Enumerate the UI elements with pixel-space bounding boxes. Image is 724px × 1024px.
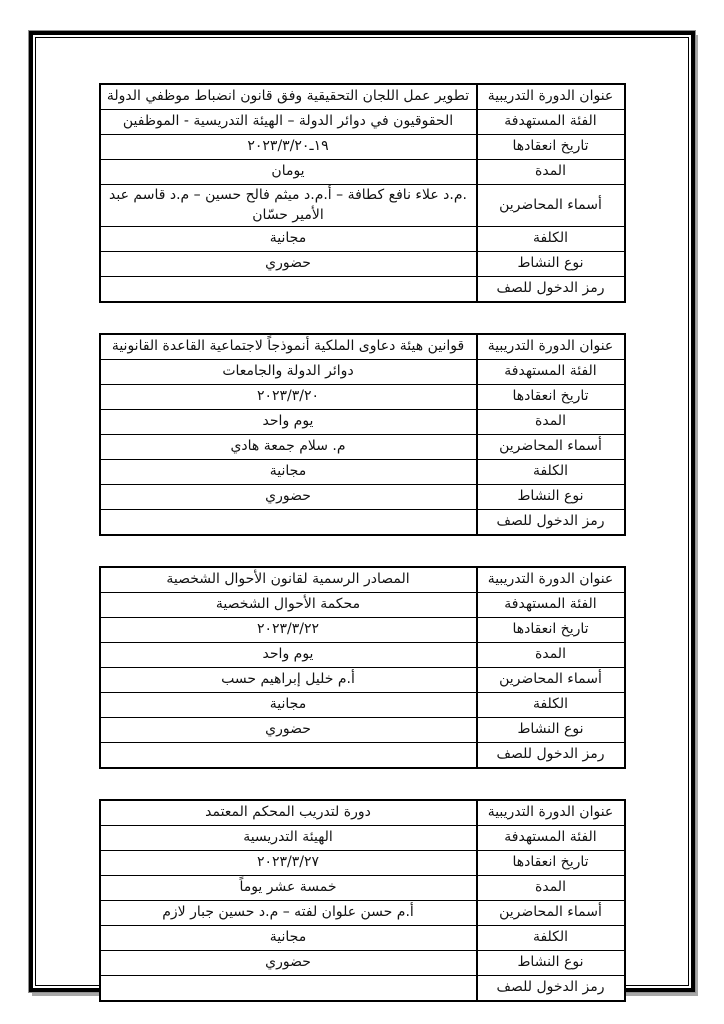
row-label-title: عنوان الدورة التدريبية xyxy=(477,567,625,593)
course-1-activity-type: حضوري xyxy=(100,252,477,277)
table-row-class-code xyxy=(100,510,625,536)
table-row-target xyxy=(100,360,625,385)
table-row-duration xyxy=(100,160,625,185)
course-1-class-code xyxy=(100,277,477,303)
table-row-title xyxy=(100,84,625,110)
course-4-cost: مجانية xyxy=(100,926,477,951)
table-row-class-code xyxy=(100,277,625,303)
course-2-duration: يوم واحد xyxy=(100,410,477,435)
row-label-cost: الكلفة xyxy=(477,926,625,951)
table-row-cost xyxy=(100,926,625,951)
table-row-date xyxy=(100,135,625,160)
table-row-activity-type xyxy=(100,951,625,976)
course-2-class-code xyxy=(100,510,477,536)
table-row-target xyxy=(100,826,625,851)
course-1-date: ١٩ـ٢٠٢٣/٣/٢٠ xyxy=(100,135,477,160)
table-row-title xyxy=(100,567,625,593)
table-row-date xyxy=(100,851,625,876)
row-label-date: تاريخ انعقادها xyxy=(477,618,625,643)
row-label-lecturers: أسماء المحاضرين xyxy=(477,185,625,227)
row-label-cost: الكلفة xyxy=(477,693,625,718)
row-label-activity-type: نوع النشاط xyxy=(477,951,625,976)
course-1-duration: يومان xyxy=(100,160,477,185)
table-row-class-code xyxy=(100,976,625,1002)
table-row-title xyxy=(100,334,625,360)
course-3-lecturers: أ.م خليل إبراهيم حسب xyxy=(100,668,477,693)
course-1-title: تطوير عمل اللجان التحقيقية وفق قانون انضباط موظفي الدولة xyxy=(100,84,477,110)
course-2-target: دوائر الدولة والجامعات xyxy=(100,360,477,385)
course-table-1 xyxy=(99,83,626,303)
table-row-activity-type xyxy=(100,485,625,510)
table-row-cost xyxy=(100,227,625,252)
row-label-target: الفئة المستهدفة xyxy=(477,360,625,385)
table-row-target xyxy=(100,110,625,135)
row-label-target: الفئة المستهدفة xyxy=(477,826,625,851)
row-label-title: عنوان الدورة التدريبية xyxy=(477,334,625,360)
row-label-date: تاريخ انعقادها xyxy=(477,851,625,876)
row-label-lecturers: أسماء المحاضرين xyxy=(477,901,625,926)
page-content xyxy=(36,38,688,996)
row-label-target: الفئة المستهدفة xyxy=(477,110,625,135)
row-label-class-code: رمز الدخول للصف xyxy=(477,510,625,536)
row-label-cost: الكلفة xyxy=(477,227,625,252)
table-row-activity-type xyxy=(100,252,625,277)
course-1-lecturers: .م.د علاء نافع كطافة – أ.م.د ميثم فالح حسين – م.د قاسم عبد الأمير حسّان xyxy=(100,185,477,227)
course-4-duration: خمسة عشر يوماً xyxy=(100,876,477,901)
row-label-date: تاريخ انعقادها xyxy=(477,385,625,410)
row-label-date: تاريخ انعقادها xyxy=(477,135,625,160)
course-1-target: الحقوقيون في دوائر الدولة – الهيئة التدريسية - الموظفين xyxy=(100,110,477,135)
table-row-duration xyxy=(100,876,625,901)
row-label-activity-type: نوع النشاط xyxy=(477,252,625,277)
row-label-duration: المدة xyxy=(477,160,625,185)
row-label-target: الفئة المستهدفة xyxy=(477,593,625,618)
course-4-class-code xyxy=(100,976,477,1002)
course-3-class-code xyxy=(100,743,477,769)
course-3-target: محكمة الأحوال الشخصية xyxy=(100,593,477,618)
row-label-activity-type: نوع النشاط xyxy=(477,485,625,510)
course-3-cost: مجانية xyxy=(100,693,477,718)
table-row-lecturers xyxy=(100,901,625,926)
row-label-class-code: رمز الدخول للصف xyxy=(477,743,625,769)
table-row-class-code xyxy=(100,743,625,769)
table-row-activity-type xyxy=(100,718,625,743)
course-2-title: قوانين هيئة دعاوى الملكية أنموذجاً لاجتماعية القاعدة القانونية xyxy=(100,334,477,360)
course-2-lecturers: م. سلام جمعة هادي xyxy=(100,435,477,460)
table-row-duration xyxy=(100,643,625,668)
row-label-cost: الكلفة xyxy=(477,460,625,485)
course-table-4 xyxy=(99,799,626,1002)
table-row-lecturers xyxy=(100,185,625,227)
row-label-activity-type: نوع النشاط xyxy=(477,718,625,743)
row-label-title: عنوان الدورة التدريبية xyxy=(477,84,625,110)
table-row-lecturers xyxy=(100,668,625,693)
course-4-date: ٢٠٢٣/٣/٢٧ xyxy=(100,851,477,876)
course-3-title: المصادر الرسمية لقانون الأحوال الشخصية xyxy=(100,567,477,593)
table-row-duration xyxy=(100,410,625,435)
course-4-activity-type: حضوري xyxy=(100,951,477,976)
course-4-title: دورة لتدريب المحكم المعتمد xyxy=(100,800,477,826)
table-row-date xyxy=(100,618,625,643)
row-label-class-code: رمز الدخول للصف xyxy=(477,277,625,303)
course-3-date: ٢٠٢٣/٣/٢٢ xyxy=(100,618,477,643)
row-label-duration: المدة xyxy=(477,643,625,668)
row-label-lecturers: أسماء المحاضرين xyxy=(477,668,625,693)
course-2-activity-type: حضوري xyxy=(100,485,477,510)
table-row-cost xyxy=(100,460,625,485)
course-4-lecturers: أ.م حسن علوان لفته – م.د حسين جبار لازم xyxy=(100,901,477,926)
row-label-duration: المدة xyxy=(477,876,625,901)
table-row-target xyxy=(100,593,625,618)
row-label-duration: المدة xyxy=(477,410,625,435)
course-3-activity-type: حضوري xyxy=(100,718,477,743)
table-row-title xyxy=(100,800,625,826)
row-label-class-code: رمز الدخول للصف xyxy=(477,976,625,1002)
table-row-cost xyxy=(100,693,625,718)
table-row-lecturers xyxy=(100,435,625,460)
row-label-title: عنوان الدورة التدريبية xyxy=(477,800,625,826)
table-row-date xyxy=(100,385,625,410)
course-4-target: الهيئة التدريسية xyxy=(100,826,477,851)
course-table-3 xyxy=(99,566,626,769)
course-1-cost: مجانية xyxy=(100,227,477,252)
course-2-cost: مجانية xyxy=(100,460,477,485)
row-label-lecturers: أسماء المحاضرين xyxy=(477,435,625,460)
course-table-2 xyxy=(99,333,626,536)
course-3-duration: يوم واحد xyxy=(100,643,477,668)
course-2-date: ٢٠٢٣/٣/٢٠ xyxy=(100,385,477,410)
